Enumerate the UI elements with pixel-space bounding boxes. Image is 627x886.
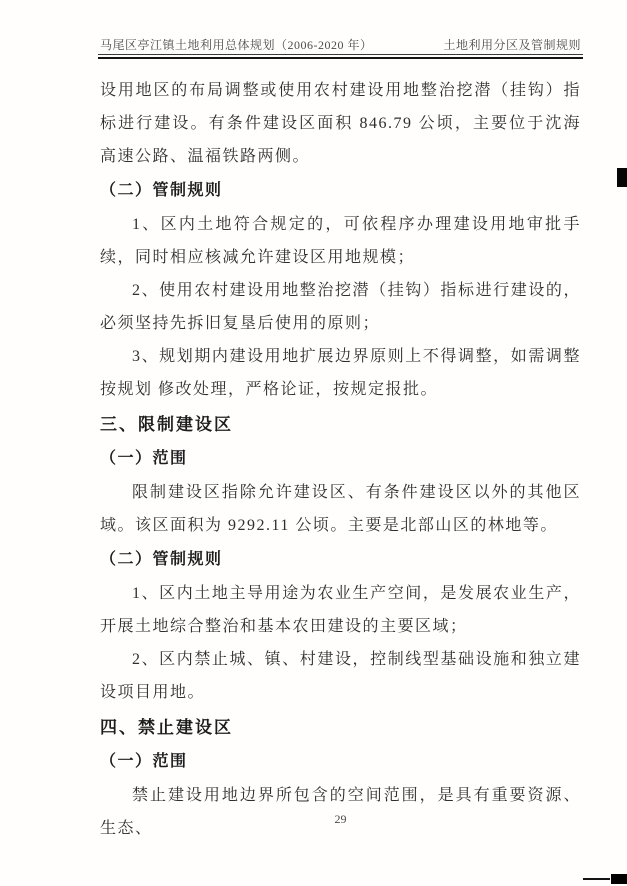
paragraph-restricted-scope: 限制建设区指除允许建设区、有条件建设区以外的其他区域。该区面积为 9292.11 公顷。主要是北部山区的林地等。 xyxy=(100,484,581,534)
list-item-1: 1、区内土地符合规定的，可依程序办理建设用地审批手续，同时相应核减允许建设区用地规模； xyxy=(100,216,581,266)
sub-heading-control-rules-1: （二）管制规则 xyxy=(100,182,223,199)
scan-artifact-right-edge xyxy=(617,168,627,187)
paragraph-prohibited-scope: 禁止建设用地边界所包含的空间范围，是具有重要资源、生态、 xyxy=(100,787,581,837)
scan-artifact-corner-block xyxy=(611,874,627,884)
heading-restricted-zone: 三、限制建设区 xyxy=(100,415,233,434)
page-footer xyxy=(100,812,581,827)
header-rule xyxy=(98,54,583,59)
list-item-5: 2、区内禁止城、镇、村建设，控制线型基础设施和独立建设项目用地。 xyxy=(100,651,581,701)
sub-heading-scope-1: （一）范围 xyxy=(100,450,188,467)
header-right-title: 土地利用分区及管制规则 xyxy=(443,38,581,52)
scan-artifact-corner-line xyxy=(583,878,610,880)
paragraph-continuation: 设用地区的布局调整或使用农村建设用地整治挖潜（挂钩）指标进行建设。有条件建设区面积 846.79 公顷，主要位于沈海高速公路、温福铁路两侧。 xyxy=(100,82,581,165)
list-item-2: 2、使用农村建设用地整治挖潜（挂钩）指标进行建设的，必须坚持先拆旧复垦后使用的原则； xyxy=(100,282,581,332)
heading-prohibited-zone: 四、禁止建设区 xyxy=(100,718,233,737)
page-header xyxy=(100,36,581,53)
list-item-3: 3、规划期内建设用地扩展边界原则上不得调整，如需调整按规划 修改处理，严格论证，按规定报批。 xyxy=(100,348,581,398)
header-left-title: 马尾区亭江镇土地利用总体规划（2006-2020 年） xyxy=(100,38,373,52)
sub-heading-control-rules-2: （二）管制规则 xyxy=(100,551,223,568)
page-number: 29 xyxy=(334,812,347,826)
list-item-4: 1、区内土地主导用途为农业生产空间，是发展农业生产，开展土地综合整治和基本农田建设的主要区域； xyxy=(100,585,581,635)
sub-heading-scope-2: （一）范围 xyxy=(100,753,188,770)
document-body xyxy=(100,74,581,845)
